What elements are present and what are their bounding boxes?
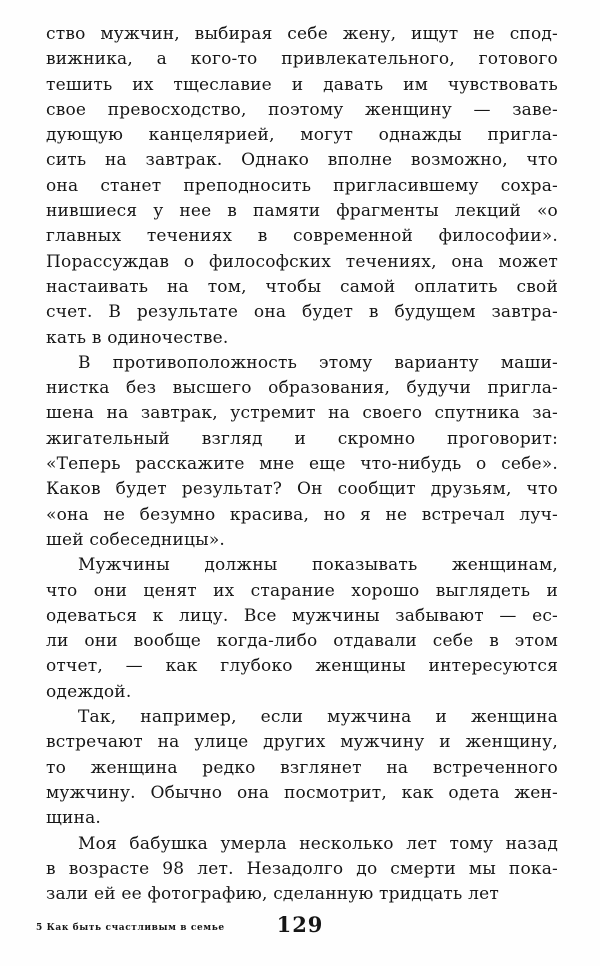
paragraph: [46, 351, 558, 553]
text-line: «она не безумно красива, но я не встречал луч-: [46, 504, 558, 525]
text-line: то женщина редко взглянет на встреченного: [46, 757, 558, 778]
text-line: сить на завтрак. Однако вполне возможно, что: [46, 150, 558, 171]
text-line: она станет преподносить пригласившему сохра-: [46, 175, 558, 196]
text-line: счет. В результате она будет в будущем завтра-: [46, 302, 558, 323]
text-line: главных течениях в современной философии».: [46, 226, 558, 247]
paragraph: [46, 553, 558, 705]
text-line: Мужчины должны показывать женщинам,: [78, 555, 558, 576]
text-line: вижника, а кого-то привлекательного, готового: [46, 49, 558, 70]
text-line: Так, например, если мужчина и женщина: [78, 707, 558, 728]
signature-mark: 5 Как быть счастливым в семье: [36, 923, 225, 933]
text-line: встречают на улице других мужчину и женщину,: [46, 732, 558, 753]
text-line: «Теперь расскажите мне еще что-нибудь о себе».: [46, 454, 558, 475]
text-line: дующую канцелярией, могут однажды пригла-: [46, 125, 558, 146]
text-line: тешить их тщеславие и давать им чувствовать: [46, 74, 558, 95]
text-line: Порассуждав о философских течениях, она может: [46, 251, 558, 272]
paragraph: [46, 832, 558, 908]
page-footer: [0, 912, 600, 952]
page-number: 129: [276, 912, 324, 937]
text-line: мужчину. Обычно она посмотрит, как одета жен-: [46, 782, 558, 803]
text-line: одеждой.: [46, 681, 132, 702]
text-line: ство мужчин, выбирая себе жену, ищут не спод-: [46, 24, 558, 44]
text-line: свое превосходство, поэтому женщину — заве-: [46, 99, 558, 120]
paragraph: [46, 705, 558, 831]
text-line: нившиеся у нее в памяти фрагменты лекций «о: [46, 201, 558, 222]
text-line: настаивать на том, чтобы самой оплатить свой: [46, 276, 558, 297]
text-block: [46, 22, 558, 907]
text-line: в возрасте 98 лет. Незадолго до смерти мы пока-: [46, 858, 558, 879]
text-line: зали ей ее фотографию, сделанную тридцать лет: [46, 884, 499, 905]
text-line: отчет, — как глубоко женщины интересуются: [46, 656, 558, 677]
text-line: В противоположность этому варианту маши-: [78, 352, 558, 373]
text-line: Моя бабушка умерла несколько лет тому назад: [78, 833, 558, 854]
text-line: кать в одиночестве.: [46, 327, 229, 348]
paragraph: [46, 22, 558, 351]
text-line: жигательный взгляд и скромно проговорит:: [46, 428, 558, 449]
text-line: шена на завтрак, устремит на своего спутника за-: [46, 403, 558, 424]
text-line: что они ценят их старание хорошо выглядеть и: [46, 580, 558, 601]
text-line: шей собеседницы».: [46, 529, 226, 550]
text-line: нистка без высшего образования, будучи пригла-: [46, 378, 558, 399]
text-line: ли они вообще когда-либо отдавали себе в этом: [46, 631, 558, 652]
text-line: одеваться к лицу. Все мужчины забывают — ес-: [46, 605, 558, 626]
text-line: щина.: [46, 808, 102, 829]
text-line: Каков будет результат? Он сообщит друзьям, что: [46, 479, 558, 500]
